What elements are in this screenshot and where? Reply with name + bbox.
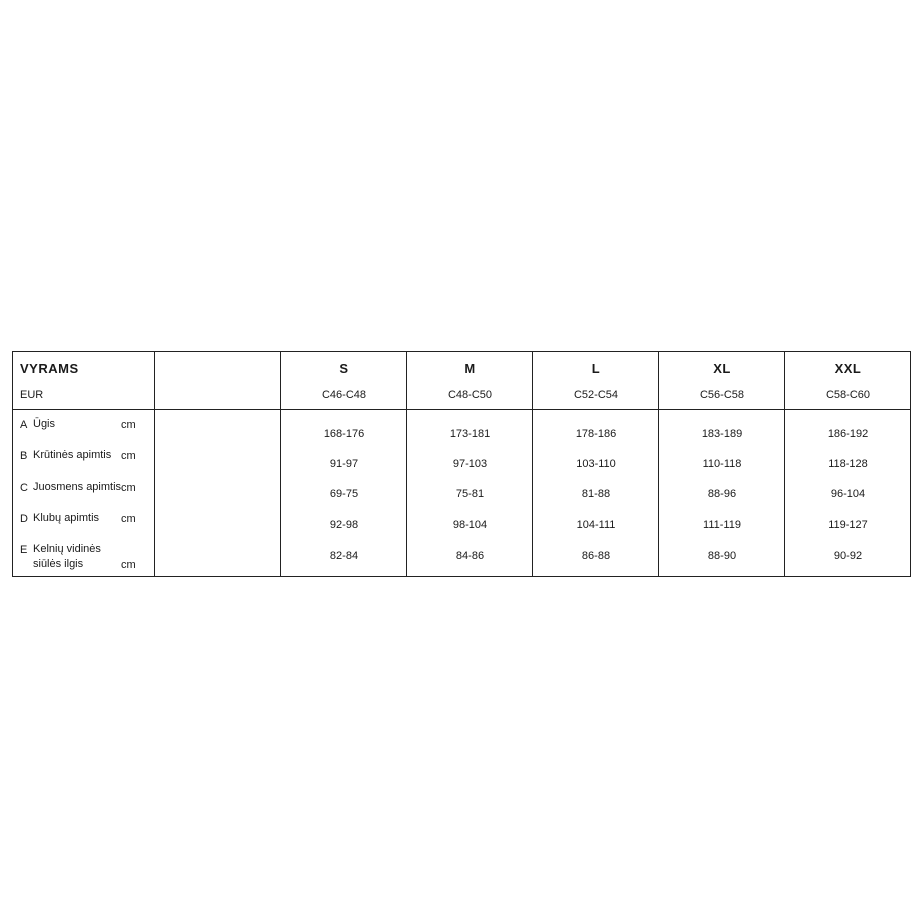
size-header-s: S: [339, 361, 349, 376]
table-cell: 88-96: [707, 488, 737, 500]
table-cell: 111-119: [703, 519, 741, 531]
table-cell: 82-84: [329, 550, 359, 562]
table-cell: 98-104: [452, 519, 488, 531]
size-header-xxl: XXL: [834, 361, 862, 376]
row-label-inseam-line2: siūlės ilgis: [33, 558, 84, 570]
row-label-waist: Juosmens apimtis: [33, 481, 122, 493]
size-header-l: L: [591, 361, 601, 376]
row-unit: cm: [121, 450, 136, 462]
table-cell: 183-189: [701, 428, 743, 440]
row-unit: cm: [121, 559, 136, 571]
table-cell: 75-81: [455, 488, 485, 500]
table-cell: 168-176: [323, 428, 365, 440]
size-code-xl: C56-C58: [699, 389, 745, 401]
size-code-s: C46-C48: [321, 389, 367, 401]
table-subtitle: EUR: [20, 389, 44, 401]
row-unit: cm: [121, 482, 136, 494]
row-letter-b: B: [20, 450, 28, 462]
table-cell: 91-97: [329, 458, 359, 470]
row-letter-a: A: [20, 419, 28, 431]
row-label-chest: Krūtinės apimtis: [33, 449, 112, 461]
table-cell: 90-92: [833, 550, 863, 562]
size-chart-table: [12, 351, 911, 577]
table-cell: 88-90: [707, 550, 737, 562]
table-title: VYRAMS: [20, 361, 79, 376]
table-cell: 84-86: [455, 550, 485, 562]
table-cell: 173-181: [449, 428, 491, 440]
table-cell: 178-186: [575, 428, 617, 440]
size-code-m: C48-C50: [447, 389, 493, 401]
row-letter-d: D: [20, 513, 28, 525]
table-cell: 97-103: [452, 458, 488, 470]
size-code-xxl: C58-C60: [825, 389, 871, 401]
row-unit: cm: [121, 513, 136, 525]
table-cell: 186-192: [827, 428, 869, 440]
row-letter-c: C: [20, 482, 28, 494]
row-label-height: Ūgis: [33, 418, 56, 430]
table-cell: 103-110: [576, 458, 616, 470]
row-letter-e: E: [20, 544, 28, 556]
table-cell: 119-127: [828, 519, 868, 531]
row-label-inseam-line1: Kelnių vidinės: [33, 543, 101, 555]
table-cell: 118-128: [828, 458, 868, 470]
table-cell: 92-98: [329, 519, 359, 531]
row-label-hips: Klubų apimtis: [33, 512, 100, 524]
table-cell: 96-104: [830, 488, 866, 500]
size-header-xl: XL: [713, 361, 731, 376]
table-cell: 86-88: [581, 550, 611, 562]
size-code-l: C52-C54: [573, 389, 619, 401]
size-header-m: M: [464, 361, 476, 376]
table-cell: 69-75: [329, 488, 359, 500]
table-cell: 104-111: [576, 519, 616, 531]
column-divider: [154, 352, 155, 576]
header-divider: [13, 409, 910, 410]
row-unit: cm: [121, 419, 136, 431]
table-cell: 81-88: [581, 488, 611, 500]
table-cell: 110-118: [702, 458, 742, 470]
